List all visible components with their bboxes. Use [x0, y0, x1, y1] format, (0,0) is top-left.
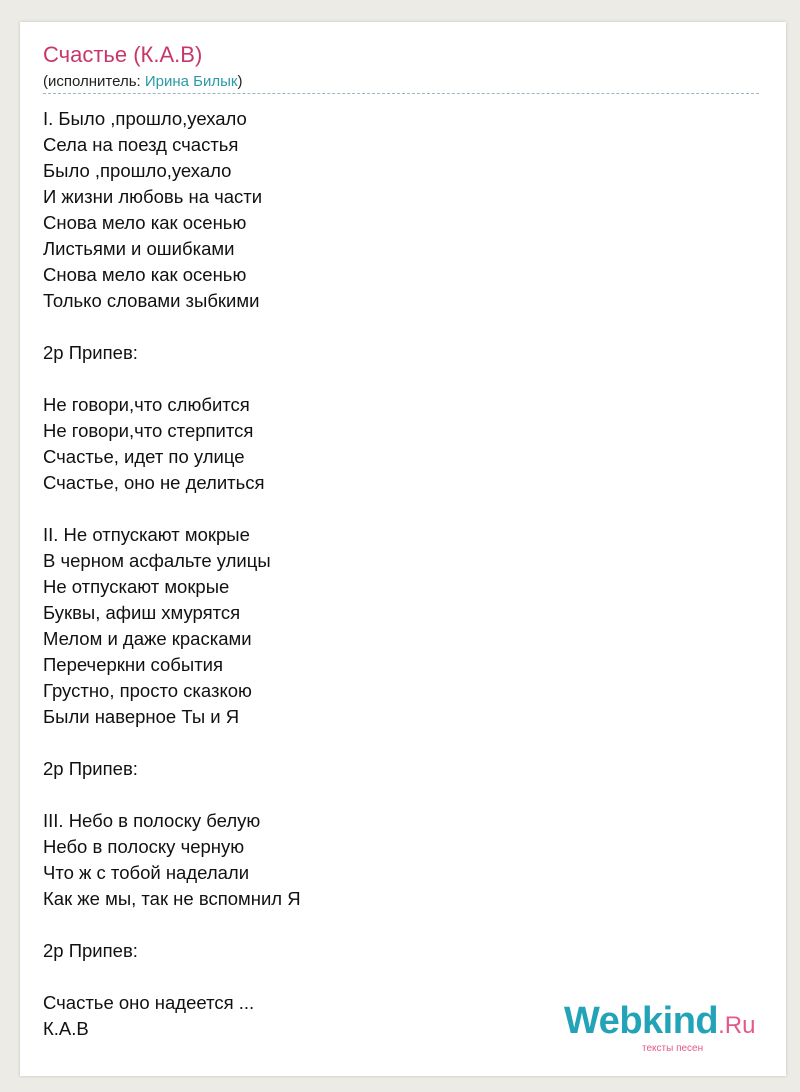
- artist-line: [43, 73, 243, 90]
- lyric-line: Не говори,что стерпится: [43, 420, 254, 441]
- lyric-line: Как же мы, так не вспомнил Я: [43, 888, 301, 909]
- lyric-line: И жизни любовь на части: [43, 186, 263, 207]
- lyric-line: Счастье, оно не делиться: [43, 472, 265, 493]
- lyric-line: Листьями и ошибками: [43, 238, 235, 259]
- song-title: Счастье (К.А.В): [43, 42, 203, 67]
- lyric-line: Грустно, просто сказкою: [43, 680, 252, 701]
- lyric-line: Только словами зыбкими: [43, 290, 260, 311]
- lyric-line: Небо в полоску черную: [43, 836, 245, 857]
- artist-suffix: ): [237, 73, 243, 90]
- lyric-line: Не говори,что слюбится: [43, 394, 250, 415]
- lyric-line: Было ,прошло,уехало: [43, 160, 232, 181]
- lyric-line: Были наверное Ты и Я: [43, 706, 240, 727]
- lyric-line: В черном асфальте улицы: [43, 550, 271, 571]
- lyric-line: III. Небо в полоску белую: [43, 810, 261, 831]
- watermark-tagline: тексты песен: [642, 1043, 704, 1054]
- lyric-line: II. Не отпускают мокрые: [43, 524, 250, 545]
- lyric-line: 2р Припев:: [43, 940, 138, 961]
- lyric-line: 2р Припев:: [43, 342, 138, 363]
- lyric-line: Счастье оно надеется ...: [43, 992, 255, 1013]
- lyric-line: Села на поезд счастья: [43, 134, 239, 155]
- lyric-blank-line: [43, 366, 301, 392]
- lyric-line: 2р Припев:: [43, 758, 138, 779]
- lyric-line: Перечеркни события: [43, 654, 224, 675]
- lyrics-sheet: [20, 22, 786, 1076]
- lyric-line: I. Было ,прошло,уехало: [43, 108, 247, 129]
- lyric-line: Буквы, афиш хмурятся: [43, 602, 241, 623]
- lyric-line: Что ж с тобой наделали: [43, 862, 250, 883]
- lyric-line: Снова мело как осенью: [43, 212, 247, 233]
- watermark-brand: Webkind: [564, 1000, 719, 1042]
- lyric-line: Не отпускают мокрые: [43, 576, 230, 597]
- lyric-line: Снова мело как осенью: [43, 264, 247, 285]
- watermark-domain: .Ru: [718, 1012, 756, 1039]
- lyric-line: Мелом и даже красками: [43, 628, 252, 649]
- lyric-line: Счастье, идет по улице: [43, 446, 245, 467]
- lyrics-body: [43, 106, 301, 1042]
- artist-link[interactable]: Ирина Билык: [144, 73, 238, 90]
- lyric-blank-line: [43, 964, 301, 990]
- artist-prefix: (исполнитель:: [43, 73, 145, 90]
- site-watermark-logo: [564, 1000, 756, 1054]
- lyric-blank-line: [43, 912, 301, 938]
- lyric-blank-line: [43, 314, 301, 340]
- lyric-line: К.А.В: [43, 1018, 89, 1039]
- lyric-blank-line: [43, 782, 301, 808]
- title-divider: [43, 93, 759, 94]
- lyric-blank-line: [43, 730, 301, 756]
- lyric-blank-line: [43, 496, 301, 522]
